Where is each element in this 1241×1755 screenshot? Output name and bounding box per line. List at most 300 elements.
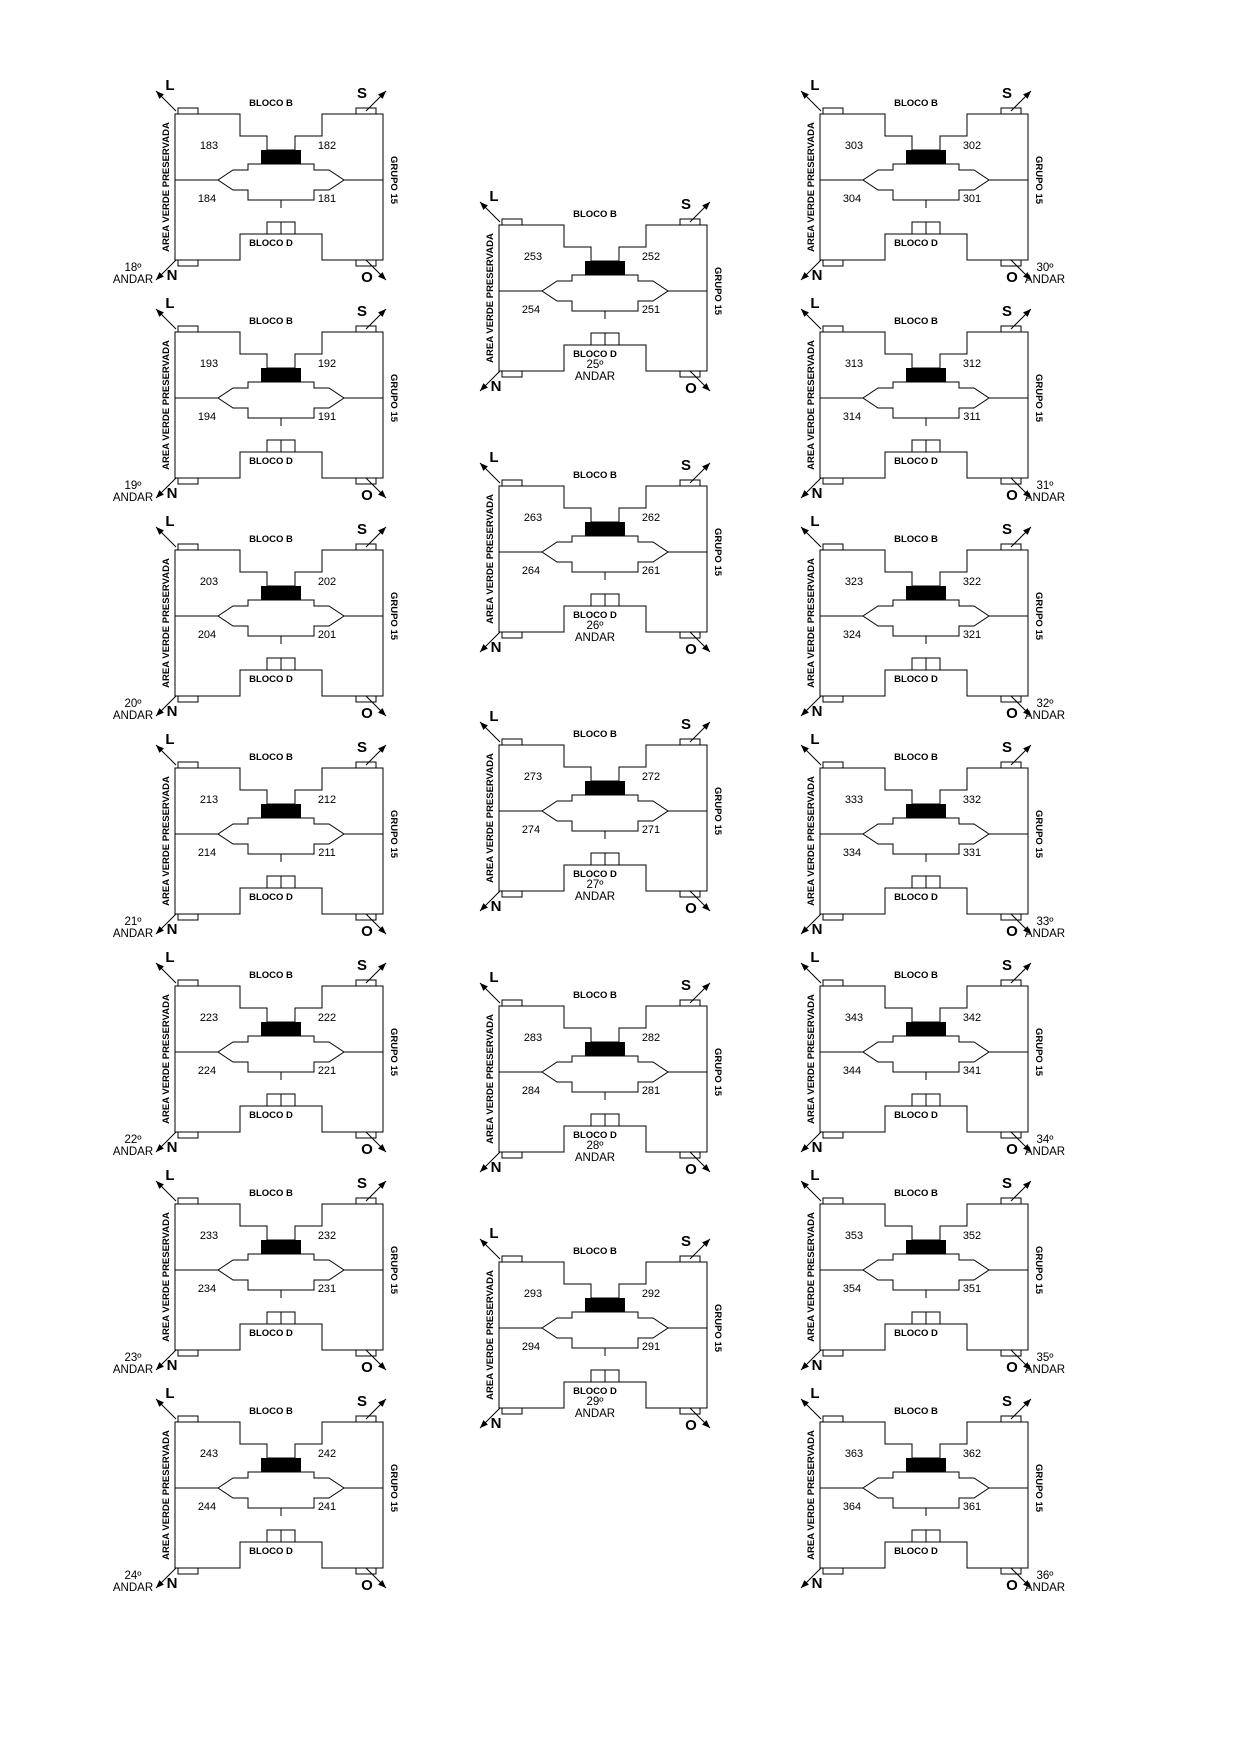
floor-word: ANDAR: [112, 274, 154, 286]
balcony: [356, 914, 376, 920]
floor-number: 18º: [124, 262, 142, 274]
floor-plan: [113, 731, 399, 940]
unit-number: 294: [521, 1341, 541, 1353]
unit-number: 253: [523, 251, 543, 263]
cardinal-s: S: [356, 303, 368, 320]
floor-word: ANDAR: [1024, 492, 1066, 504]
right-side-label: GRUPO 15: [388, 373, 399, 423]
unit-number: 351: [962, 1283, 982, 1295]
bloco-bottom-label: BLOCO D: [249, 1110, 293, 1121]
left-side-label: AREA VERDE PRESERVADA: [161, 994, 172, 1124]
balcony: [356, 696, 376, 702]
cardinal-l: L: [810, 513, 820, 530]
balcony: [823, 544, 843, 550]
right-side-label: GRUPO 15: [1033, 809, 1044, 859]
floor-plan: [480, 449, 723, 658]
balcony: [178, 980, 198, 986]
floor-plan: [113, 1167, 399, 1376]
balcony: [823, 1416, 843, 1422]
left-side-label: AREA VERDE PRESERVADA: [806, 340, 817, 470]
floor-plan: [801, 731, 1065, 940]
cardinal-o: O: [361, 923, 373, 940]
cardinal-n: N: [490, 378, 502, 395]
balcony: [502, 632, 522, 638]
cardinal-l: L: [165, 731, 175, 748]
balcony: [178, 260, 198, 266]
left-side-label: AREA VERDE PRESERVADA: [161, 776, 172, 906]
cardinal-l: L: [489, 708, 499, 725]
balcony: [356, 1350, 376, 1356]
right-side-label: GRUPO 15: [1033, 1027, 1044, 1077]
cardinal-l: L: [810, 295, 820, 312]
right-side-label: GRUPO 15: [388, 591, 399, 641]
floor-word: ANDAR: [1024, 928, 1066, 940]
bloco-top-label: BLOCO B: [894, 98, 938, 109]
unit-number: 203: [199, 576, 219, 588]
left-side-label: AREA VERDE PRESERVADA: [161, 1430, 172, 1560]
bloco-top-label: BLOCO B: [894, 752, 938, 763]
floor-plan: [480, 188, 723, 397]
balcony: [178, 544, 198, 550]
unit-number: 243: [199, 1448, 219, 1460]
bloco-top-label: BLOCO B: [894, 1406, 938, 1417]
cardinal-l: L: [810, 1167, 820, 1184]
left-side-label: AREA VERDE PRESERVADA: [485, 1014, 496, 1144]
cardinal-n: N: [166, 267, 178, 284]
unit-number: 332: [962, 794, 982, 806]
balcony: [502, 371, 522, 377]
right-side-label: GRUPO 15: [712, 527, 723, 577]
cardinal-o: O: [1006, 923, 1018, 940]
bloco-bottom-label: BLOCO D: [249, 238, 293, 249]
cardinal-s: S: [1001, 1175, 1013, 1192]
floor-word: ANDAR: [574, 1408, 616, 1420]
unit-number: 352: [962, 1230, 982, 1242]
bloco-bottom-label: BLOCO D: [573, 1130, 617, 1141]
unit-number: 273: [523, 771, 543, 783]
balcony: [1001, 260, 1021, 266]
left-side-label: AREA VERDE PRESERVADA: [806, 558, 817, 688]
floor-word: ANDAR: [112, 492, 154, 504]
unit-number: 282: [641, 1032, 661, 1044]
floor-number: 36º: [1036, 1570, 1054, 1582]
right-side-label: GRUPO 15: [388, 1027, 399, 1077]
cardinal-l: L: [489, 1225, 499, 1242]
unit-number: 264: [521, 565, 541, 577]
unit-number: 272: [641, 771, 661, 783]
balcony: [823, 1350, 843, 1356]
balcony: [356, 1568, 376, 1574]
cardinal-o: O: [361, 487, 373, 504]
bloco-top-label: BLOCO B: [894, 970, 938, 981]
right-side-label: GRUPO 15: [388, 1463, 399, 1513]
bloco-bottom-label: BLOCO D: [894, 674, 938, 685]
floor-number: 26º: [586, 620, 604, 632]
cardinal-n: N: [166, 1139, 178, 1156]
balcony: [1001, 914, 1021, 920]
unit-number: 364: [842, 1501, 862, 1513]
floor-number: 34º: [1036, 1134, 1054, 1146]
balcony: [178, 108, 198, 114]
unit-number: 281: [641, 1085, 661, 1097]
bloco-bottom-label: BLOCO D: [249, 674, 293, 685]
balcony: [823, 980, 843, 986]
balcony: [178, 1568, 198, 1574]
left-side-label: AREA VERDE PRESERVADA: [485, 753, 496, 883]
balcony: [502, 1152, 522, 1158]
floor-word: ANDAR: [112, 1146, 154, 1158]
left-side-label: AREA VERDE PRESERVADA: [806, 994, 817, 1124]
cardinal-s: S: [680, 457, 692, 474]
balcony: [680, 891, 700, 897]
cardinal-l: L: [489, 188, 499, 205]
cardinal-n: N: [490, 1415, 502, 1432]
unit-number: 241: [317, 1501, 337, 1513]
left-side-label: AREA VERDE PRESERVADA: [161, 1212, 172, 1342]
cardinal-n: N: [811, 921, 823, 938]
cardinal-s: S: [1001, 85, 1013, 102]
unit-number: 314: [842, 411, 862, 423]
cardinal-n: N: [811, 703, 823, 720]
floor-word: ANDAR: [112, 1364, 154, 1376]
bloco-bottom-label: BLOCO D: [894, 1328, 938, 1339]
balcony: [178, 478, 198, 484]
unit-number: 333: [844, 794, 864, 806]
elevator-core: [261, 586, 301, 600]
elevator-core: [585, 1042, 625, 1056]
unit-number: 341: [962, 1065, 982, 1077]
unit-number: 212: [317, 794, 337, 806]
floor-plan: [801, 295, 1065, 504]
cardinal-l: L: [165, 1167, 175, 1184]
unit-number: 323: [844, 576, 864, 588]
bloco-top-label: BLOCO B: [249, 98, 293, 109]
bloco-bottom-label: BLOCO D: [894, 456, 938, 467]
cardinal-o: O: [1006, 1359, 1018, 1376]
cardinal-s: S: [356, 1393, 368, 1410]
balcony: [823, 108, 843, 114]
left-side-label: AREA VERDE PRESERVADA: [806, 122, 817, 252]
cardinal-n: N: [811, 1357, 823, 1374]
unit-number: 344: [842, 1065, 862, 1077]
unit-number: 202: [317, 576, 337, 588]
unit-number: 224: [197, 1065, 217, 1077]
balcony: [680, 632, 700, 638]
bloco-bottom-label: BLOCO D: [249, 892, 293, 903]
cardinal-s: S: [680, 716, 692, 733]
floor-word: ANDAR: [112, 710, 154, 722]
floor-number: 25º: [586, 359, 604, 371]
floor-plan: [801, 949, 1065, 1158]
cardinal-s: S: [1001, 1393, 1013, 1410]
unit-number: 363: [844, 1448, 864, 1460]
balcony: [178, 1198, 198, 1204]
cardinal-s: S: [680, 196, 692, 213]
bloco-top-label: BLOCO B: [249, 534, 293, 545]
floor-number: 30º: [1036, 262, 1054, 274]
unit-number: 293: [523, 1288, 543, 1300]
floor-number: 20º: [124, 698, 142, 710]
balcony: [178, 762, 198, 768]
cardinal-o: O: [361, 1359, 373, 1376]
cardinal-l: L: [810, 949, 820, 966]
right-side-label: GRUPO 15: [1033, 1245, 1044, 1295]
bloco-top-label: BLOCO B: [249, 970, 293, 981]
bloco-top-label: BLOCO B: [573, 470, 617, 481]
unit-number: 242: [317, 1448, 337, 1460]
floor-plan: [113, 295, 399, 504]
unit-number: 291: [641, 1341, 661, 1353]
right-side-label: GRUPO 15: [712, 1303, 723, 1353]
bloco-bottom-label: BLOCO D: [573, 349, 617, 360]
bloco-top-label: BLOCO B: [249, 316, 293, 327]
floor-word: ANDAR: [574, 891, 616, 903]
floor-word: ANDAR: [1024, 1146, 1066, 1158]
cardinal-o: O: [361, 1141, 373, 1158]
cardinal-o: O: [1006, 1577, 1018, 1594]
cardinal-n: N: [811, 485, 823, 502]
balcony: [178, 326, 198, 332]
unit-number: 234: [197, 1283, 217, 1295]
unit-number: 254: [521, 304, 541, 316]
balcony: [502, 1408, 522, 1414]
balcony: [823, 1132, 843, 1138]
unit-number: 324: [842, 629, 862, 641]
bloco-bottom-label: BLOCO D: [894, 892, 938, 903]
unit-number: 222: [317, 1012, 337, 1024]
bloco-top-label: BLOCO B: [249, 752, 293, 763]
bloco-bottom-label: BLOCO D: [573, 610, 617, 621]
elevator-core: [585, 1298, 625, 1312]
left-side-label: AREA VERDE PRESERVADA: [806, 1212, 817, 1342]
balcony: [823, 326, 843, 332]
unit-number: 353: [844, 1230, 864, 1242]
balcony: [1001, 696, 1021, 702]
floor-word: ANDAR: [112, 1582, 154, 1594]
cardinal-s: S: [680, 1233, 692, 1250]
elevator-core: [585, 522, 625, 536]
elevator-core: [261, 1240, 301, 1254]
floor-word: ANDAR: [574, 632, 616, 644]
left-side-label: AREA VERDE PRESERVADA: [485, 1270, 496, 1400]
cardinal-l: L: [489, 969, 499, 986]
cardinal-o: O: [685, 1161, 697, 1178]
cardinal-o: O: [685, 641, 697, 658]
balcony: [502, 219, 522, 225]
floor-plan: [480, 969, 723, 1178]
unit-number: 182: [317, 140, 337, 152]
unit-number: 322: [962, 576, 982, 588]
unit-number: 211: [318, 847, 336, 859]
bloco-bottom-label: BLOCO D: [894, 238, 938, 249]
floor-number: 23º: [124, 1352, 142, 1364]
right-side-label: GRUPO 15: [388, 155, 399, 205]
bloco-bottom-label: BLOCO D: [894, 1110, 938, 1121]
floor-number: 32º: [1036, 698, 1054, 710]
cardinal-l: L: [810, 1385, 820, 1402]
elevator-core: [261, 1458, 301, 1472]
unit-number: 262: [641, 512, 661, 524]
cardinal-n: N: [166, 703, 178, 720]
floor-word: ANDAR: [1024, 1364, 1066, 1376]
cardinal-n: N: [166, 485, 178, 502]
cardinal-n: N: [811, 1139, 823, 1156]
cardinal-n: N: [490, 639, 502, 656]
bloco-bottom-label: BLOCO D: [249, 1328, 293, 1339]
unit-number: 303: [844, 140, 864, 152]
balcony: [502, 1000, 522, 1006]
cardinal-l: L: [165, 513, 175, 530]
right-side-label: GRUPO 15: [1033, 591, 1044, 641]
balcony: [502, 739, 522, 745]
cardinal-n: N: [490, 1159, 502, 1176]
balcony: [680, 1152, 700, 1158]
unit-number: 274: [521, 824, 541, 836]
bloco-top-label: BLOCO B: [894, 316, 938, 327]
unit-number: 232: [317, 1230, 337, 1242]
unit-number: 362: [962, 1448, 982, 1460]
cardinal-o: O: [1006, 487, 1018, 504]
balcony: [178, 914, 198, 920]
cardinal-n: N: [811, 1575, 823, 1592]
floor-number: 29º: [586, 1396, 604, 1408]
bloco-top-label: BLOCO B: [894, 1188, 938, 1199]
floor-number: 33º: [1036, 916, 1054, 928]
bloco-bottom-label: BLOCO D: [573, 1386, 617, 1397]
right-side-label: GRUPO 15: [1033, 155, 1044, 205]
right-side-label: GRUPO 15: [712, 266, 723, 316]
elevator-core: [261, 1022, 301, 1036]
cardinal-o: O: [361, 269, 373, 286]
unit-number: 244: [197, 1501, 217, 1513]
unit-number: 334: [842, 847, 862, 859]
left-side-label: AREA VERDE PRESERVADA: [485, 233, 496, 363]
unit-number: 181: [317, 193, 337, 205]
balcony: [680, 371, 700, 377]
unit-number: 311: [963, 411, 981, 423]
cardinal-s: S: [356, 85, 368, 102]
balcony: [1001, 1132, 1021, 1138]
floor-word: ANDAR: [1024, 1582, 1066, 1594]
balcony: [1001, 1350, 1021, 1356]
left-side-label: AREA VERDE PRESERVADA: [485, 494, 496, 624]
left-side-label: AREA VERDE PRESERVADA: [806, 1430, 817, 1560]
cardinal-l: L: [489, 449, 499, 466]
balcony: [356, 1132, 376, 1138]
right-side-label: GRUPO 15: [388, 809, 399, 859]
left-side-label: AREA VERDE PRESERVADA: [161, 558, 172, 688]
unit-number: 214: [197, 847, 217, 859]
floor-plan: [113, 1385, 399, 1594]
floor-number: 24º: [124, 1570, 142, 1582]
floor-number: 35º: [1036, 1352, 1054, 1364]
floor-word: ANDAR: [1024, 274, 1066, 286]
unit-number: 191: [317, 411, 337, 423]
cardinal-l: L: [165, 1385, 175, 1402]
floor-number: 31º: [1036, 480, 1054, 492]
unit-number: 321: [962, 629, 982, 641]
unit-number: 221: [317, 1065, 337, 1077]
cardinal-o: O: [685, 380, 697, 397]
bloco-bottom-label: BLOCO D: [249, 1546, 293, 1557]
unit-number: 271: [641, 824, 661, 836]
cardinal-s: S: [1001, 957, 1013, 974]
balcony: [502, 891, 522, 897]
bloco-top-label: BLOCO B: [249, 1188, 293, 1199]
unit-number: 354: [842, 1283, 862, 1295]
unit-number: 292: [641, 1288, 661, 1300]
floor-number: 22º: [124, 1134, 142, 1146]
cardinal-n: N: [166, 921, 178, 938]
cardinal-n: N: [811, 267, 823, 284]
right-side-label: GRUPO 15: [1033, 1463, 1044, 1513]
unit-number: 313: [844, 358, 864, 370]
cardinal-l: L: [810, 77, 820, 94]
floor-number: 27º: [586, 879, 604, 891]
elevator-core: [906, 1240, 946, 1254]
floor-number: 28º: [586, 1140, 604, 1152]
bloco-bottom-label: BLOCO D: [249, 456, 293, 467]
balcony: [356, 260, 376, 266]
left-side-label: AREA VERDE PRESERVADA: [161, 122, 172, 252]
floor-plan: [801, 77, 1065, 286]
balcony: [823, 260, 843, 266]
floor-plan: [113, 77, 399, 286]
unit-number: 183: [199, 140, 219, 152]
unit-number: 251: [641, 304, 661, 316]
bloco-bottom-label: BLOCO D: [573, 869, 617, 880]
cardinal-n: N: [166, 1575, 178, 1592]
balcony: [823, 914, 843, 920]
elevator-core: [906, 1458, 946, 1472]
bloco-top-label: BLOCO B: [573, 729, 617, 740]
unit-number: 283: [523, 1032, 543, 1044]
elevator-core: [906, 586, 946, 600]
unit-number: 193: [199, 358, 219, 370]
unit-number: 331: [962, 847, 982, 859]
floor-plan: [801, 513, 1065, 722]
bloco-top-label: BLOCO B: [894, 534, 938, 545]
cardinal-n: N: [166, 1357, 178, 1374]
cardinal-o: O: [685, 1417, 697, 1434]
unit-number: 284: [521, 1085, 541, 1097]
cardinal-o: O: [1006, 705, 1018, 722]
floor-plan: [113, 513, 399, 722]
cardinal-l: L: [165, 295, 175, 312]
right-side-label: GRUPO 15: [1033, 373, 1044, 423]
cardinal-s: S: [356, 739, 368, 756]
unit-number: 312: [962, 358, 982, 370]
floor-plan: [801, 1167, 1065, 1376]
balcony: [178, 1350, 198, 1356]
cardinal-n: N: [490, 898, 502, 915]
balcony: [502, 1256, 522, 1262]
cardinal-l: L: [165, 949, 175, 966]
elevator-core: [261, 150, 301, 164]
balcony: [823, 1198, 843, 1204]
left-side-label: AREA VERDE PRESERVADA: [806, 776, 817, 906]
unit-number: 223: [199, 1012, 219, 1024]
unit-number: 194: [197, 411, 217, 423]
balcony: [178, 696, 198, 702]
floor-plan: [480, 708, 723, 917]
floor-plan: [113, 949, 399, 1158]
unit-number: 184: [197, 193, 217, 205]
floor-word: ANDAR: [1024, 710, 1066, 722]
elevator-core: [261, 368, 301, 382]
elevator-core: [906, 1022, 946, 1036]
cardinal-s: S: [1001, 739, 1013, 756]
